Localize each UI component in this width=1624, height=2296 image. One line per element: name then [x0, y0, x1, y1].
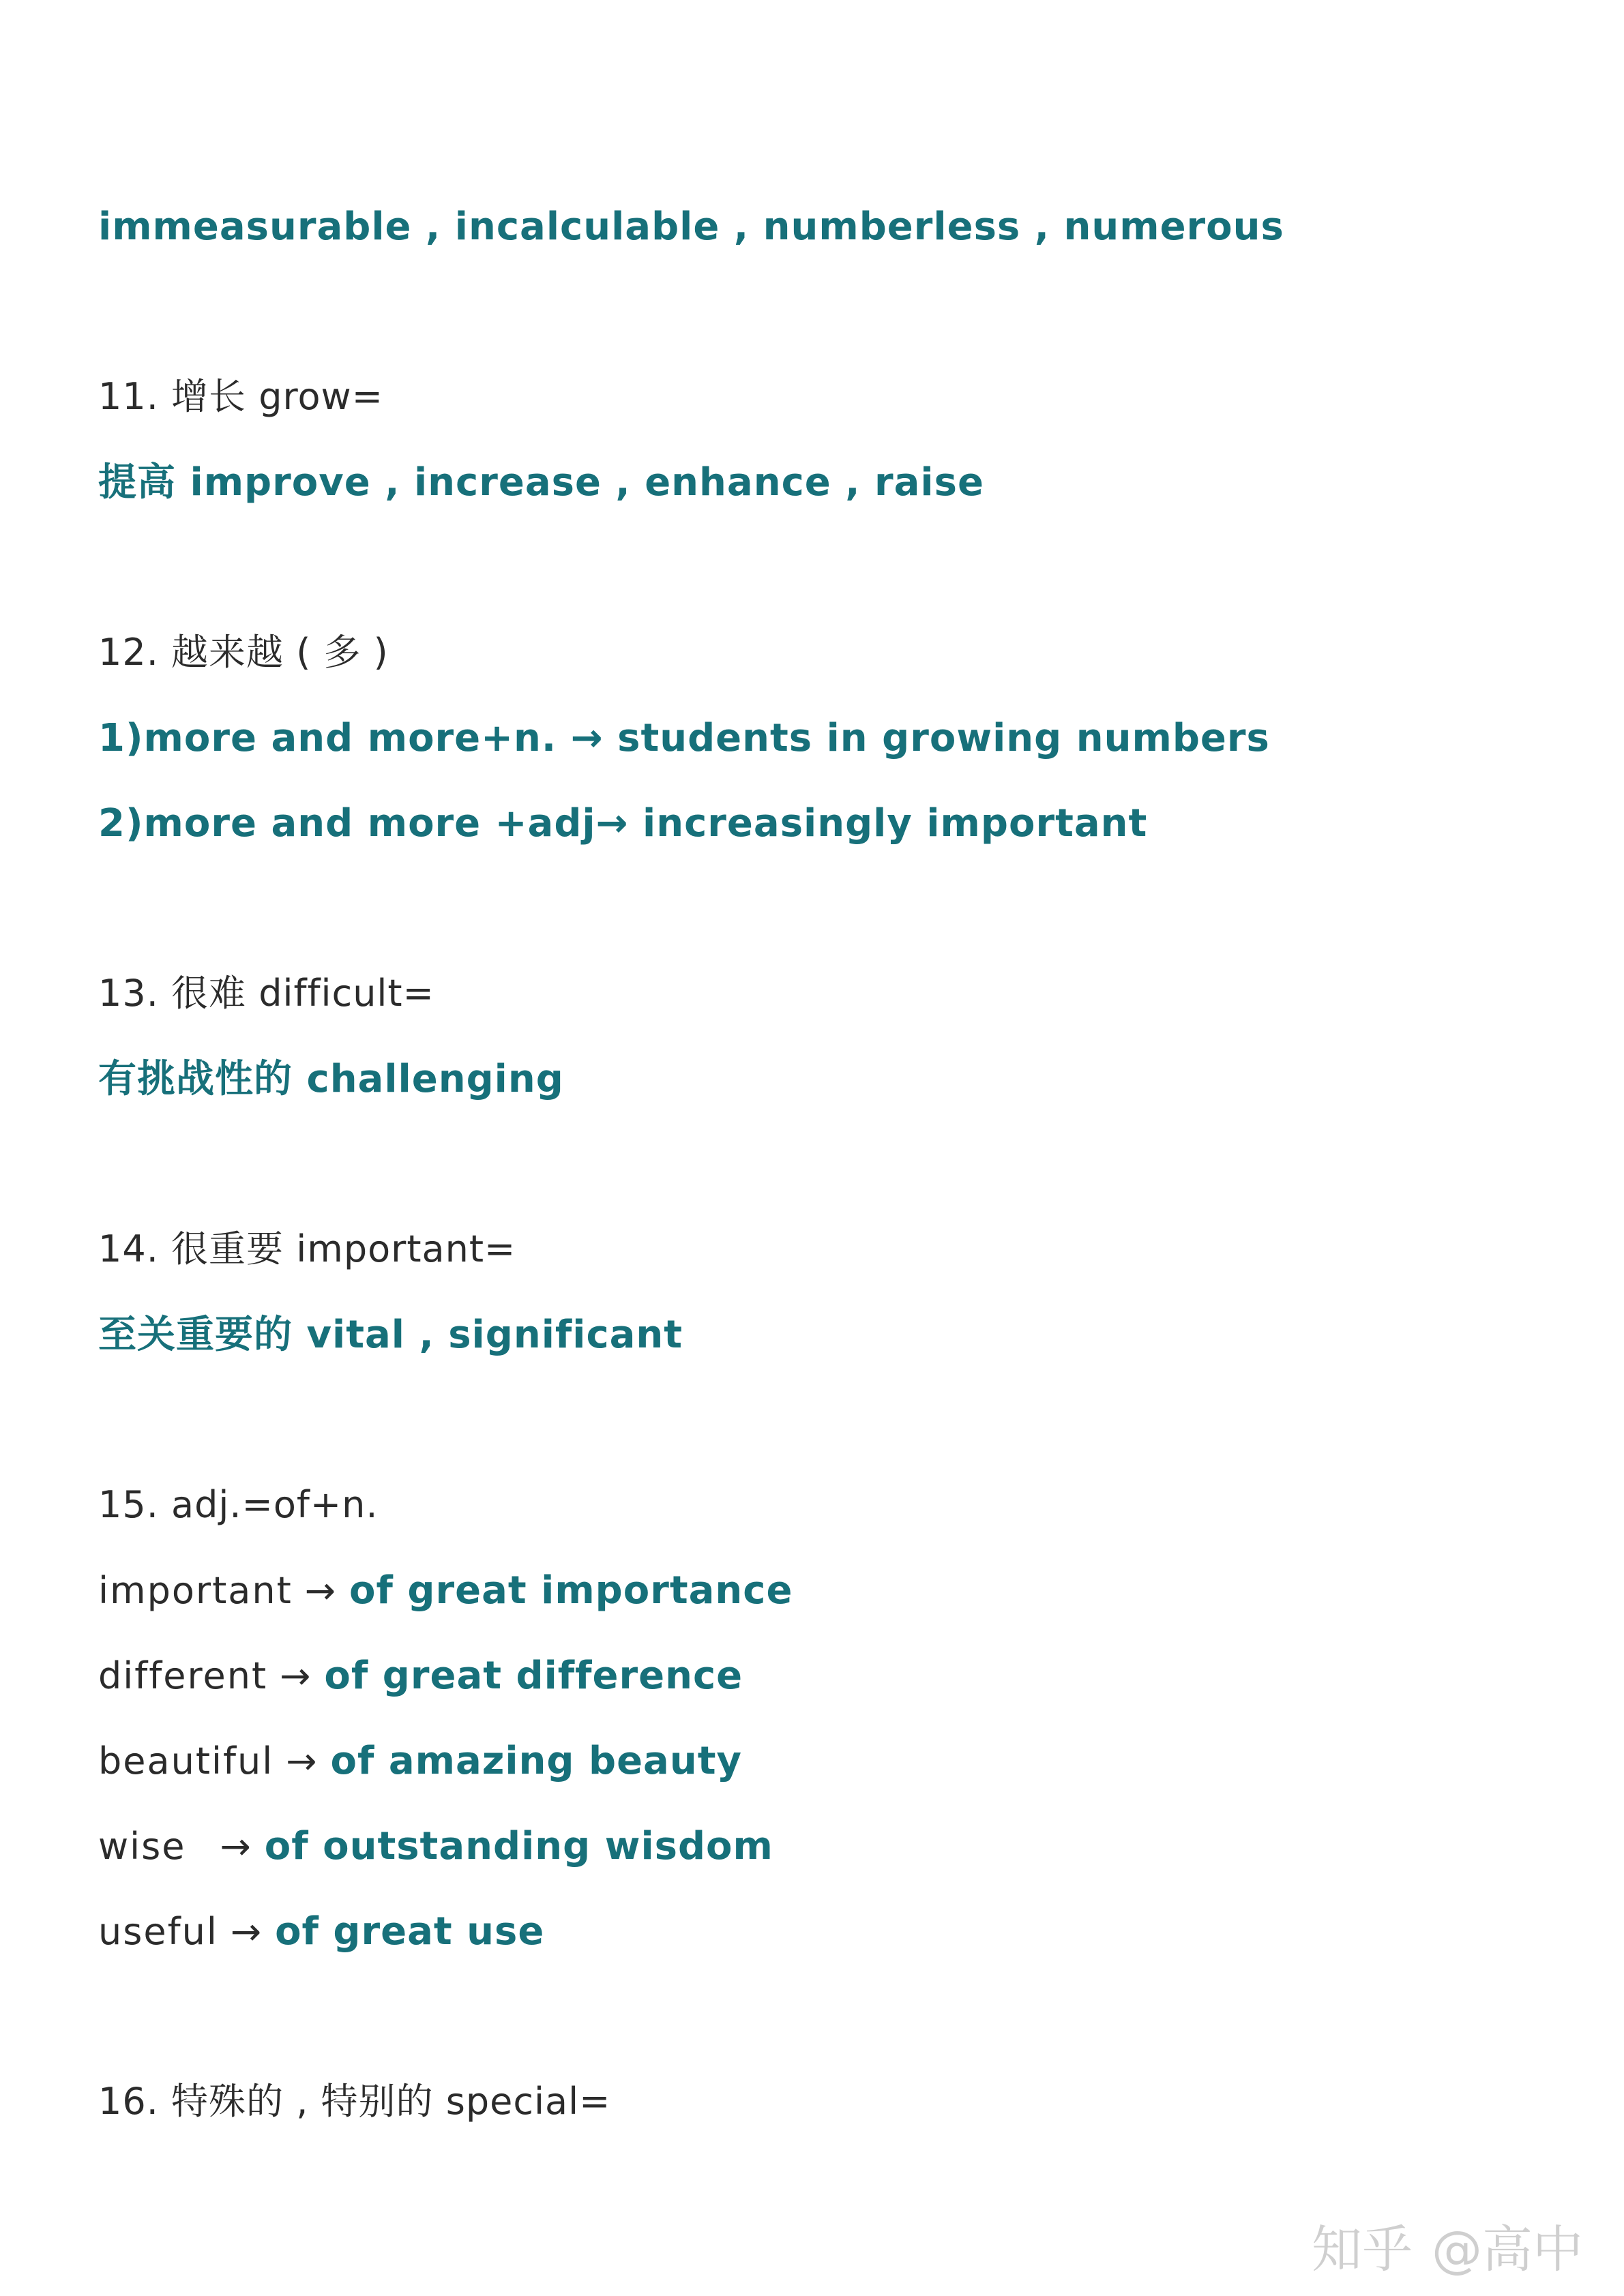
- answer-14-vital: 至关重要的 vital , significant: [98, 1313, 683, 1357]
- answer-12-adjective: 2)more and more +adj→ increasingly important: [98, 801, 1148, 846]
- pair-word: important: [98, 1569, 293, 1612]
- heading-14-important: 14. 很重要 important=: [98, 1227, 516, 1270]
- heading-13-difficult: 13. 很难 difficult=: [98, 972, 434, 1015]
- arrow-icon: →: [220, 1825, 252, 1868]
- pair-row: [98, 1654, 743, 1698]
- answer-13-challenging: 有挑战性的 challenging: [98, 1057, 564, 1101]
- pair-word: different: [98, 1654, 268, 1697]
- pair-row: [98, 1739, 742, 1783]
- arrow-icon: →: [286, 1740, 319, 1783]
- arrow-icon: →: [280, 1654, 312, 1697]
- pair-word: wise: [98, 1825, 186, 1868]
- pair-row: [98, 1568, 793, 1613]
- pair-row: [98, 1909, 545, 1954]
- answer-12-noun: 1)more and more+n. → students in growing numbers: [98, 716, 1270, 760]
- heading-11-grow: 11. 增长 grow=: [98, 375, 383, 418]
- pair-phrase: of amazing beauty: [330, 1739, 742, 1783]
- pair-word: useful: [98, 1910, 218, 1953]
- pair-phrase: of great use: [275, 1909, 545, 1954]
- heading-15-adj-of-n: 15. adj.=of+n.: [98, 1483, 379, 1526]
- pair-row: [98, 1824, 773, 1868]
- arrow-icon: →: [230, 1910, 263, 1953]
- synonym-line-numerous: immeasurable , incalculable , numberless , numerous: [98, 205, 1284, 249]
- heading-16-special: 16. 特殊的 , 特别的 special=: [98, 2080, 611, 2123]
- watermark-brand: 知乎: [1312, 2220, 1413, 2279]
- watermark-handle: @高中: [1432, 2220, 1583, 2279]
- arrow-icon: →: [304, 1569, 338, 1612]
- zhihu-watermark: [1312, 2209, 1583, 2282]
- pair-phrase: of great importance: [349, 1568, 793, 1613]
- pair-phrase: of great difference: [324, 1654, 743, 1698]
- pair-phrase: of outstanding wisdom: [264, 1824, 773, 1868]
- answer-11-improve: 提高 improve , increase , enhance , raise: [98, 460, 984, 505]
- heading-12-more-and-more: 12. 越来越 ( 多 ): [98, 631, 389, 674]
- pair-word: beautiful: [98, 1740, 274, 1783]
